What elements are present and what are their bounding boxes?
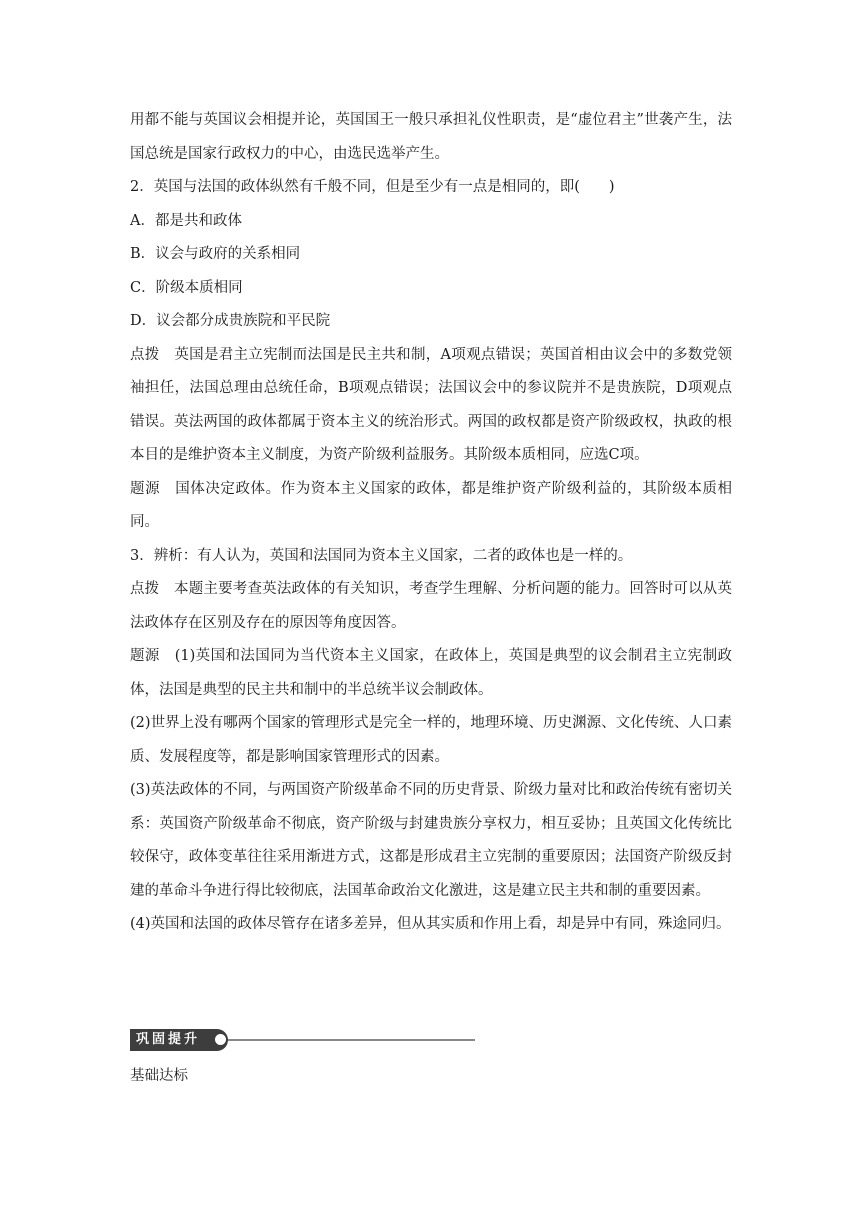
section-header [130, 1029, 475, 1051]
option-a: A．都是共和政体 [130, 212, 242, 229]
source-3-part-2: (2)世界上没有哪两个国家的管理形式是完全一样的，地理环境、历史渊源、文化传统、人口素质、发展程度等，都是影响国家管理形式的因素。 [130, 715, 732, 765]
question-3: 3．辨析：有人认为，英国和法国同为资本主义国家，二者的政体也是一样的。 [130, 547, 633, 564]
source-3-part-4: (4)英国和法国的政体尽管存在诸多差异，但从其实质和作用上看，却是异中有同，殊途同归。 [130, 916, 731, 932]
option-d: D．议会都分成贵族院和平民院 [130, 313, 331, 329]
document-body [130, 104, 732, 942]
hint-3: 点拨 本题主要考查英法政体的有关知识，考查学生理解、分析问题的能力。回答时可以从英法政体存在区别及存在的原因等角度因答。 [130, 581, 732, 631]
paragraph-continuation: 用都不能与英国议会相提并论，英国国王一般只承担礼仪性职责，是“虚位君主”世袭产生，法国总统是国家行政权力的中心，由选民选举产生。 [130, 112, 732, 162]
section-dot-icon [215, 1034, 226, 1045]
source-3-part-1: 题源 (1)英国和法国同为当代资本主义国家，在政体上，英国是典型的议会制君主立宪制政体，法国是典型的民主共和制中的半总统半议会制政体。 [130, 648, 732, 698]
hint-2: 点拨 英国是君主立宪制而法国是民主共和制，A项观点错误；英国首相由议会中的多数党领袖担任，法国总理由总统任命，B项观点错误；法国议会中的参议院并不是贵族院，D项观点错误。英法两国的政体都属于资本主义的统治形式。两国的政权都是资产阶级政权，执政的根本目的是维护资本主义制度，为资产阶级利益服务。其阶级本质相同，应选C项。 [130, 346, 732, 463]
source-3-part-3: (3)英法政体的不同，与两国资产阶级革命不同的历史背景、阶级力量对比和政治传统有密切关系：英国资产阶级革命不彻底，资产阶级与封建贵族分享权力，相互妥协；且英国文化传统比较保守，政体变革往往采用渐进方式，这都是形成君主立宪制的重要原因；法国资产阶级反封建的革命斗争进行得比较彻底，法国革命政治文化激进，这是建立民主共和制的重要因素。 [130, 782, 732, 899]
section-title: 巩固提升 [130, 1029, 228, 1051]
source-2: 题源 国体决定政体。作为资本主义国家的政体，都是维护资产阶级利益的，其阶级本质相同。 [130, 480, 732, 530]
subheading: 基础达标 [130, 1068, 188, 1084]
option-c: C．阶级本质相同 [130, 279, 243, 296]
question-2: 2．英国与法国的政体纵然有千般不同，但是至少有一点是相同的，即( ) [130, 179, 615, 195]
option-b: B．议会与政府的关系相同 [130, 246, 301, 262]
section-divider-line [226, 1039, 475, 1041]
